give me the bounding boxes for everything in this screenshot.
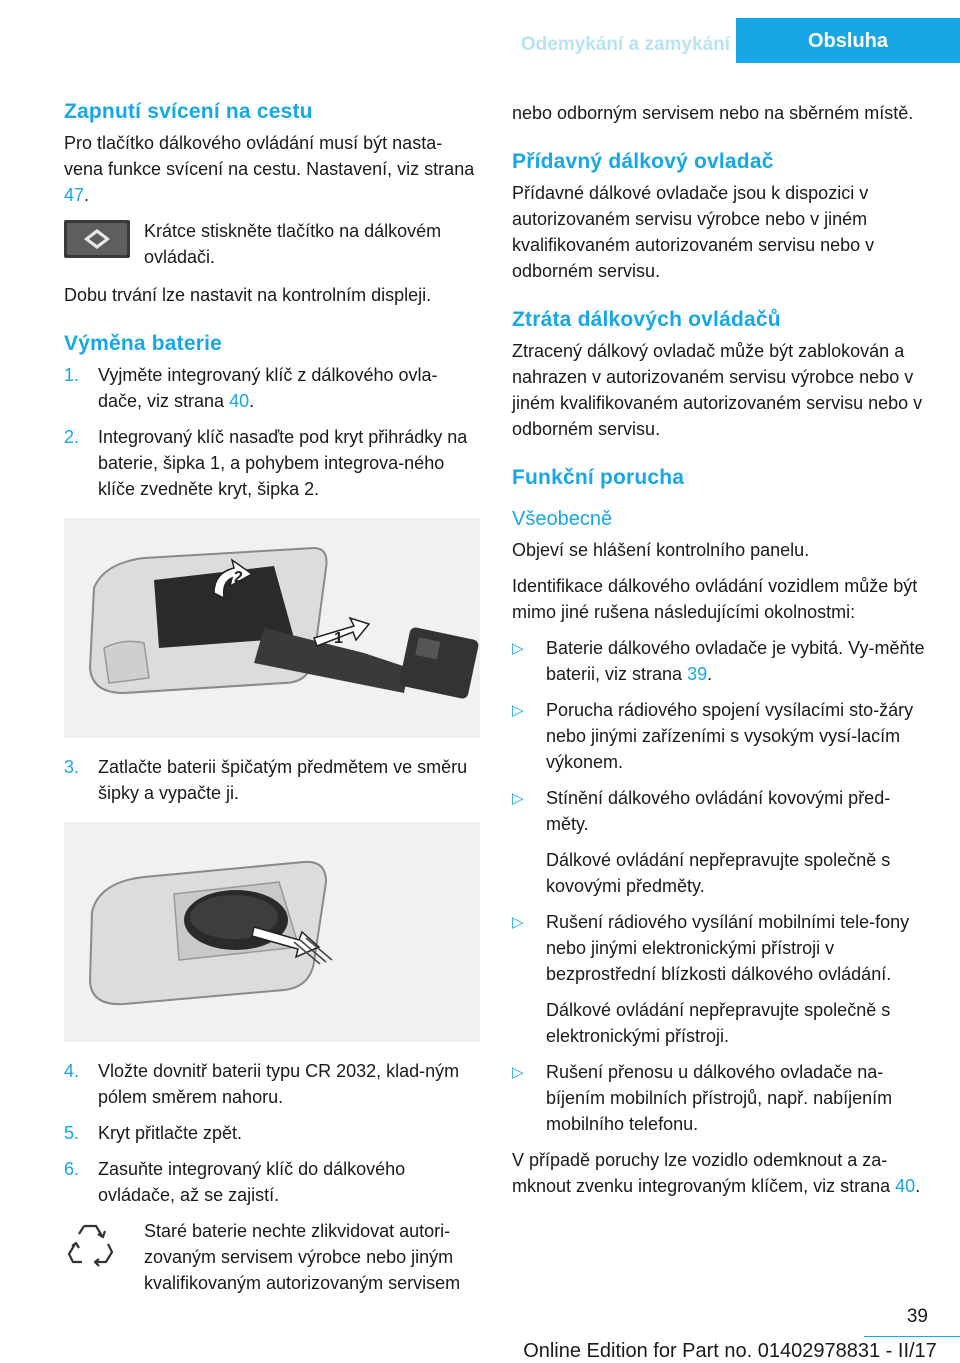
note-metal-objects: Dálkové ovládání nepřepravujte společně s kovovými předměty.	[546, 850, 891, 896]
section-title-welcome-light: Zapnutí svícení na cestu	[64, 100, 313, 123]
arrow-label-1: 1	[334, 630, 343, 647]
section-title-battery-replace: Výměna baterie	[64, 332, 223, 355]
paragraph-welcome-light: Pro tlačítko dálkového ovládání musí být nasta-vena funkce svícení na cestu. Nastavení, viz strana 47.	[64, 133, 475, 205]
paragraph-continuation: nebo odborným servisem nebo na sběrném místě.	[512, 103, 914, 123]
page-link-40[interactable]: 40	[229, 391, 250, 411]
list-item: ▷ Baterie dálkového ovladače je vybitá. Vy-měňte baterii, viz strana 39.	[512, 635, 928, 687]
figure-battery-remove	[64, 822, 480, 1042]
page-link-39[interactable]: 39	[687, 664, 708, 684]
list-item: ▷ Rušení přenosu u dálkového ovladače na-bíjením mobilních přístrojů, např. nabíjením mobilního telefonu.	[512, 1059, 928, 1137]
paragraph-emergency-key: V případě poruchy lze vozidlo odemknout a za-mknout zvenku integrovaným klíčem, viz strana 40.	[512, 1150, 921, 1196]
recycle-icon	[64, 1218, 130, 1275]
footer-rule	[864, 1336, 960, 1337]
arrow-label-2: 2	[234, 569, 243, 586]
list-item: 5. Kryt přitlačte zpět.	[64, 1123, 243, 1143]
header-section-title: Odemykání a zamykání	[520, 34, 730, 55]
figure-key-insert	[64, 518, 480, 738]
left-column	[64, 100, 480, 1308]
bullet-triangle-icon: ▷	[512, 640, 524, 657]
remote-button-icon	[64, 218, 130, 265]
bullet-triangle-icon: ▷	[512, 790, 524, 807]
malfunction-causes-list-3	[512, 1059, 928, 1137]
page-number: 39	[906, 1306, 928, 1327]
list-item: 2. Integrovaný klíč nasaďte pod kryt přihrádky na baterie, šipka 1, a pohybem integrova-ného klíče zvedněte kryt, šipka 2.	[64, 427, 468, 499]
edition-footer: Online Edition for Part no. 01402978831 - II/17	[523, 1340, 937, 1362]
note-electronic-devices: Dálkové ovládání nepřepravujte společně s elektronickými přístroji.	[546, 1000, 891, 1046]
remote-button-instruction	[64, 218, 480, 270]
list-item: 6. Zasuňte integrovaný klíč do dálkového ovládače, až se zajistí.	[64, 1159, 406, 1205]
paragraph-identification: Identifikace dálkového ovládání vozidlem může být mimo jiné rušena následujícími okolnostmi:	[512, 576, 918, 622]
header-chapter-tab: Obsluha	[736, 18, 960, 63]
list-item: ▷ Porucha rádiového spojení vysílacími sto-žáry nebo jinými zařízeními s vysokým vysí-lacím výkonem.	[512, 697, 928, 775]
right-column	[512, 100, 928, 1209]
section-title-lost-remote: Ztráta dálkových ovládačů	[512, 308, 781, 331]
malfunction-causes-list-2	[512, 909, 928, 987]
steps-list-step3	[64, 754, 480, 806]
bullet-triangle-icon: ▷	[512, 702, 524, 719]
list-item: 1. Vyjměte integrovaný klíč z dálkového ovla-dače, viz strana 40.	[64, 365, 438, 411]
page-link-40-b[interactable]: 40	[895, 1176, 916, 1196]
steps-list-b	[64, 1058, 480, 1208]
steps-list-a	[64, 362, 480, 502]
paragraph-additional-remote: Přídavné dálkové ovladače jsou k dispozici v autorizovaném servisu výrobce nebo v jiném kvalifikovaném autorizovaném servisu nebo v odborném servisu.	[512, 183, 875, 281]
list-item: ▷ Stínění dálkového ovládání kovovými před-měty.	[512, 785, 928, 837]
section-title-additional-remote: Přídavný dálkový ovladač	[512, 150, 774, 173]
recycle-text: Staré baterie nechte zlikvidovat autori-zovaným servisem výrobce nebo jiným kvalifikovaným autorizovaným servisem	[144, 1221, 461, 1293]
remote-button-text: Krátce stiskněte tlačítko na dálkovém ovládači.	[144, 221, 442, 267]
paragraph-lost-remote: Ztracený dálkový ovladač může být zablokován a nahrazen v autorizovaném servisu výrobce nebo v jiném kvalifikovaném autorizovaném servisu nebo v odborném servisu.	[512, 341, 923, 439]
subsection-title-general: Všeobecně	[512, 508, 613, 530]
section-title-malfunction: Funkční porucha	[512, 466, 685, 489]
list-item: 4. Vložte dovnitř baterii typu CR 2032, klad-ným pólem směrem nahoru.	[64, 1061, 460, 1107]
list-item: 3. Zatlačte baterii špičatým předmětem ve směru šipky a vypačte ji.	[64, 757, 468, 803]
page-link-47[interactable]: 47	[64, 185, 85, 205]
bullet-triangle-icon: ▷	[512, 914, 524, 931]
list-item: ▷ Rušení rádiového vysílání mobilními tele-fony nebo jinými elektronickými přístroji v bezprostřední blízkosti dálkového ovládání.	[512, 909, 928, 987]
bullet-triangle-icon: ▷	[512, 1064, 524, 1081]
paragraph-message: Objeví se hlášení kontrolního panelu.	[512, 540, 810, 560]
paragraph-duration: Dobu trvání lze nastavit na kontrolním displeji.	[64, 285, 432, 305]
recycle-note	[64, 1218, 480, 1296]
malfunction-causes-list	[512, 635, 928, 837]
